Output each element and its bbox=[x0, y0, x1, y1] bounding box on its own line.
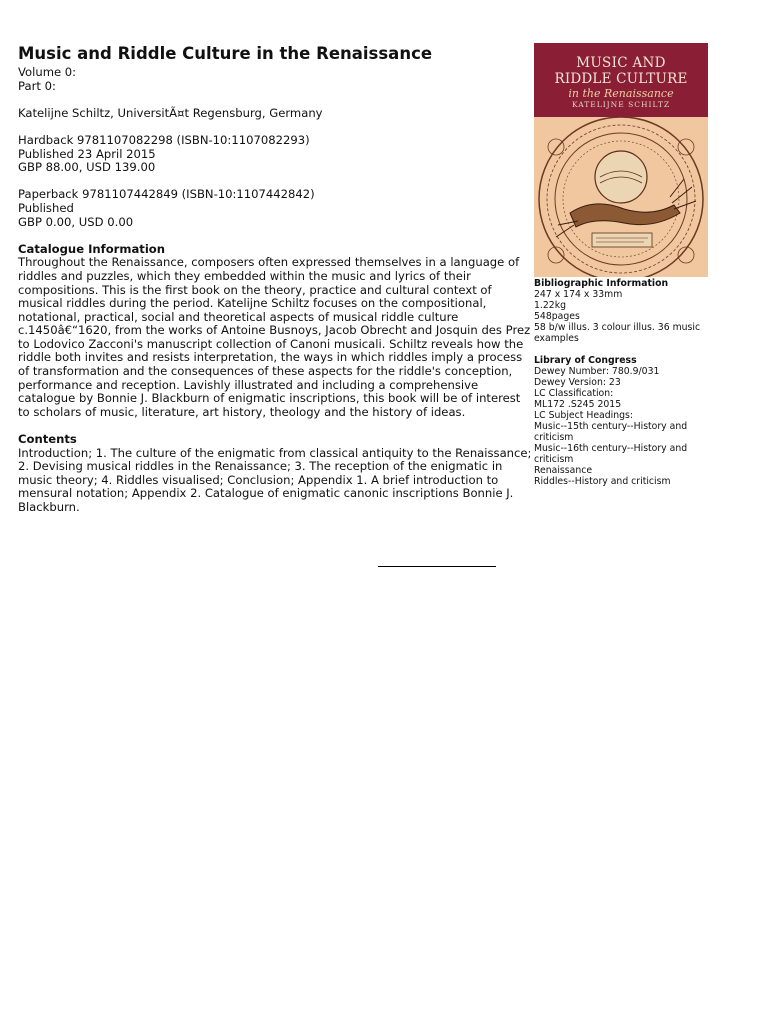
hardback-published: Published 23 April 2015 bbox=[18, 146, 156, 161]
subject-heading-1: Music--15th century--History and criticism bbox=[534, 421, 688, 443]
dimensions: 247 x 174 x 33mm bbox=[534, 289, 623, 300]
paperback-published: Published bbox=[18, 200, 74, 215]
sidebar-info bbox=[534, 278, 708, 487]
cover-author: KATELIJNE SCHILTZ bbox=[571, 100, 671, 109]
illustrations: 58 b/w illus. 3 colour illus. 36 music examples bbox=[534, 322, 701, 344]
catalogue-text: Throughout the Renaissance, composers often expressed themselves in a language of riddles and puzzles, which they embedded within the music and lyrics of their compositions. This is the first book on the theory, practice and cultural context of musical riddles during the period. Katelijne Schiltz focuses on the compositional, notational, practical, social and theoretical aspects of musical riddle culture c.1450â€“1620, from the works of Antoine Busnoys, Jacob Obrecht and Josquin des Prez to Lodovico Zacconi's manuscript collection of Canoni musicali. Schiltz reveals how the riddle both invites and resists interpretation, the ways in which riddles imply a process of transformation and the consequences of these aspects for the riddle's conception, performance and reception. Lavishly illustrated and including a comprehensive catalogue by Bonnie J. Blackburn of enigmatic inscriptions, this book will be of interest to scholars of music, literature, art history, theology and the history of ideas. bbox=[18, 255, 531, 419]
part-line: Part 0: bbox=[18, 78, 56, 93]
cover-illustration bbox=[534, 117, 708, 277]
subject-heading-3: Renaissance bbox=[534, 465, 593, 476]
contents-text: Introduction; 1. The culture of the enigmatic from classical antiquity to the Renaissance; 2. Devising musical riddles in the Renaissance; 3. The reception of the enigmatic in music theory; 4. Riddles visualised; Conclusion; Appendix 1. A brief introduction to mensural notation; Appendix 2. Catalogue of enigmatic canonic inscriptions Bonnie J. Blackburn. bbox=[18, 445, 532, 514]
author-line: Katelijne Schiltz, UniversitÃ¤t Regensburg, Germany bbox=[18, 105, 323, 120]
book-title: Music and Riddle Culture in the Renaissance bbox=[18, 44, 433, 63]
paperback-price: GBP 0.00, USD 0.00 bbox=[18, 214, 134, 229]
divider bbox=[378, 566, 496, 567]
subject-heading-4: Riddles--History and criticism bbox=[534, 476, 671, 487]
cover-title-line2: RIDDLE CULTURE bbox=[554, 71, 688, 87]
contents-heading: Contents bbox=[18, 432, 77, 447]
lc-subject-label: LC Subject Headings: bbox=[534, 410, 633, 421]
main-column bbox=[18, 44, 534, 515]
hardback-price: GBP 88.00, USD 139.00 bbox=[18, 160, 156, 175]
subject-heading-2: Music--16th century--History and criticism bbox=[534, 443, 688, 465]
catalogue-heading: Catalogue Information bbox=[18, 241, 166, 256]
hardback-isbn: Hardback 9781107082298 (ISBN-10:1107082293) bbox=[18, 132, 310, 147]
paperback-isbn: Paperback 9781107442849 (ISBN-10:1107442842) bbox=[18, 187, 315, 202]
lc-classification: ML172 .S245 2015 bbox=[534, 399, 622, 410]
bibliographic-heading: Bibliographic Information bbox=[534, 278, 669, 289]
weight: 1.22kg bbox=[534, 300, 566, 311]
dewey-version: Dewey Version: 23 bbox=[534, 377, 621, 388]
cover-title-band bbox=[534, 43, 708, 117]
page-count: 548pages bbox=[534, 311, 580, 322]
dewey-number: Dewey Number: 780.9/031 bbox=[534, 366, 660, 377]
library-heading: Library of Congress bbox=[534, 355, 637, 366]
cover-title-line1: MUSIC AND bbox=[576, 55, 666, 71]
cover-subtitle: in the Renaissance bbox=[568, 87, 674, 100]
volume-line: Volume 0: bbox=[18, 65, 77, 79]
book-cover-image bbox=[534, 43, 708, 277]
riddle-wheel-illustration-icon bbox=[534, 117, 708, 277]
lc-classification-label: LC Classification: bbox=[534, 388, 614, 399]
